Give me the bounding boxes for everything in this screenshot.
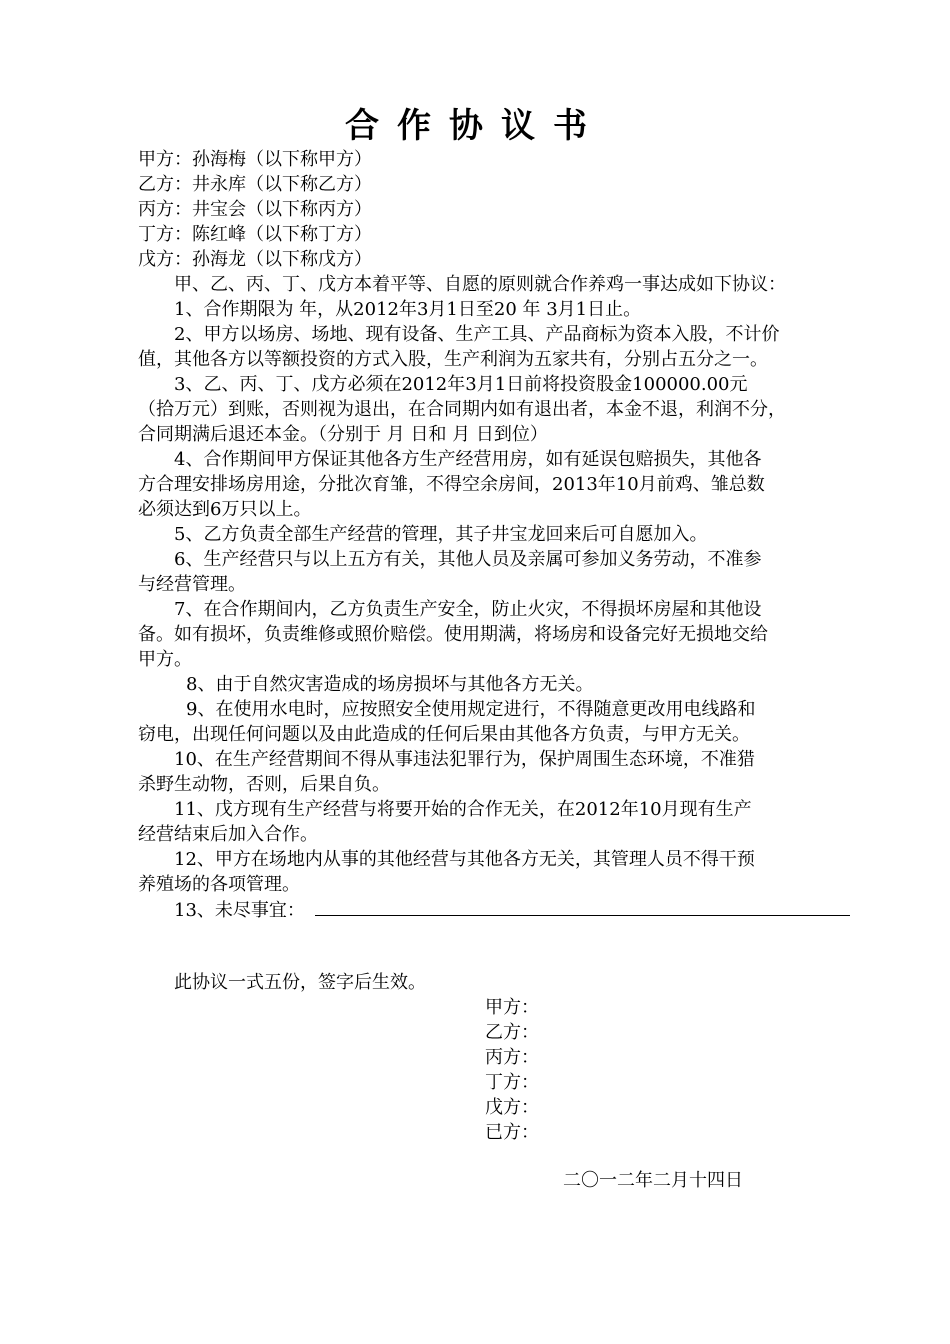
clause-10-line-1: 10、在生产经营期间不得从事违法犯罪行为，保护周围生态环境，不准猎 — [174, 749, 755, 770]
blank-fill-line — [315, 897, 850, 916]
clause-4-line-2: 方合理安排场房用途，分批次育雏，不得空余房间，2013年10月前鸡、雏总数 — [138, 474, 765, 495]
party-wu: 戊方：孙海龙（以下称戊方） — [138, 249, 372, 270]
clause-13-label: 13、未尽事宜： — [174, 900, 305, 921]
clause-5: 5、乙方负责全部生产经营的管理，其子井宝龙回来后可自愿加入。 — [174, 524, 708, 545]
party-ding: 丁方：陈红峰（以下称丁方） — [138, 224, 372, 245]
clause-9-line-1: 9、在使用水电时，应按照安全使用规定进行，不得随意更改用电线路和 — [186, 699, 756, 720]
clause-2-line-1: 2、甲方以场房、场地、现有设备、生产工具、产品商标为资本入股，不计价 — [174, 324, 780, 345]
clause-3-line-3: 合同期满后退还本金。（分别于 月 日和 月 日到位） — [138, 424, 548, 445]
validity-note: 此协议一式五份，签字后生效。 — [174, 972, 426, 993]
signing-date: 二〇一二年二月十四日 — [563, 1170, 743, 1191]
clause-7-line-3: 甲方。 — [138, 649, 192, 670]
clause-7-line-1: 7、在合作期间内，乙方负责生产安全，防止火灾，不得损坏房屋和其他设 — [174, 599, 762, 620]
clause-2-line-2: 值，其他各方以等额投资的方式入股，生产利润为五家共有，分别占五分之一。 — [138, 349, 768, 370]
clause-6-line-2: 与经营管理。 — [138, 574, 246, 595]
party-jia: 甲方：孙海梅（以下称甲方） — [138, 149, 372, 170]
signature-jia: 甲方： — [485, 997, 539, 1018]
clause-11-line-1: 11、戊方现有生产经营与将要开始的合作无关，在2012年10月现有生产 — [174, 799, 752, 820]
clause-1: 1、合作期限为 年，从2012年3月1日至20 年 3月1日止。 — [174, 299, 642, 320]
clause-9-line-2: 窃电，出现任何问题以及由此造成的任何后果由其他各方负责，与甲方无关。 — [138, 724, 750, 745]
clause-12-line-1: 12、甲方在场地内从事的其他经营与其他各方无关，其管理人员不得干预 — [174, 849, 755, 870]
document-title: 合作协议书 — [345, 106, 605, 146]
clause-12-line-2: 养殖场的各项管理。 — [138, 874, 300, 895]
clause-11-line-2: 经营结束后加入合作。 — [138, 824, 318, 845]
clause-3-line-1: 3、乙、丙、丁、戊方必须在2012年3月1日前将投资股金100000.00元 — [174, 374, 748, 395]
signature-wu: 戊方： — [485, 1097, 539, 1118]
signature-yi: 乙方： — [485, 1022, 539, 1043]
signature-ji: 已方： — [485, 1122, 539, 1143]
party-yi: 乙方：井永库（以下称乙方） — [138, 174, 372, 195]
clause-13 — [174, 897, 850, 923]
party-bing: 丙方：井宝会（以下称丙方） — [138, 199, 372, 220]
clause-3-line-2: （拾万元）到账，否则视为退出，在合同期内如有退出者，本金不退，利润不分， — [138, 399, 786, 420]
clause-4-line-3: 必须达到6万只以上。 — [138, 499, 312, 520]
signature-bing: 丙方： — [485, 1047, 539, 1068]
signature-ding: 丁方： — [485, 1072, 539, 1093]
clause-8: 8、由于自然灾害造成的场房损坏与其他各方无关。 — [186, 674, 594, 695]
preamble: 甲、乙、丙、丁、戊方本着平等、自愿的原则就合作养鸡一事达成如下协议： — [174, 274, 786, 295]
clause-6-line-1: 6、生产经营只与以上五方有关，其他人员及亲属可参加义务劳动，不准参 — [174, 549, 762, 570]
clause-4-line-1: 4、合作期间甲方保证其他各方生产经营用房，如有延误包赔损失，其他各 — [174, 449, 762, 470]
clause-10-line-2: 杀野生动物，否则，后果自负。 — [138, 774, 390, 795]
clause-7-line-2: 备。如有损坏，负责维修或照价赔偿。使用期满，将场房和设备完好无损地交给 — [138, 624, 768, 645]
